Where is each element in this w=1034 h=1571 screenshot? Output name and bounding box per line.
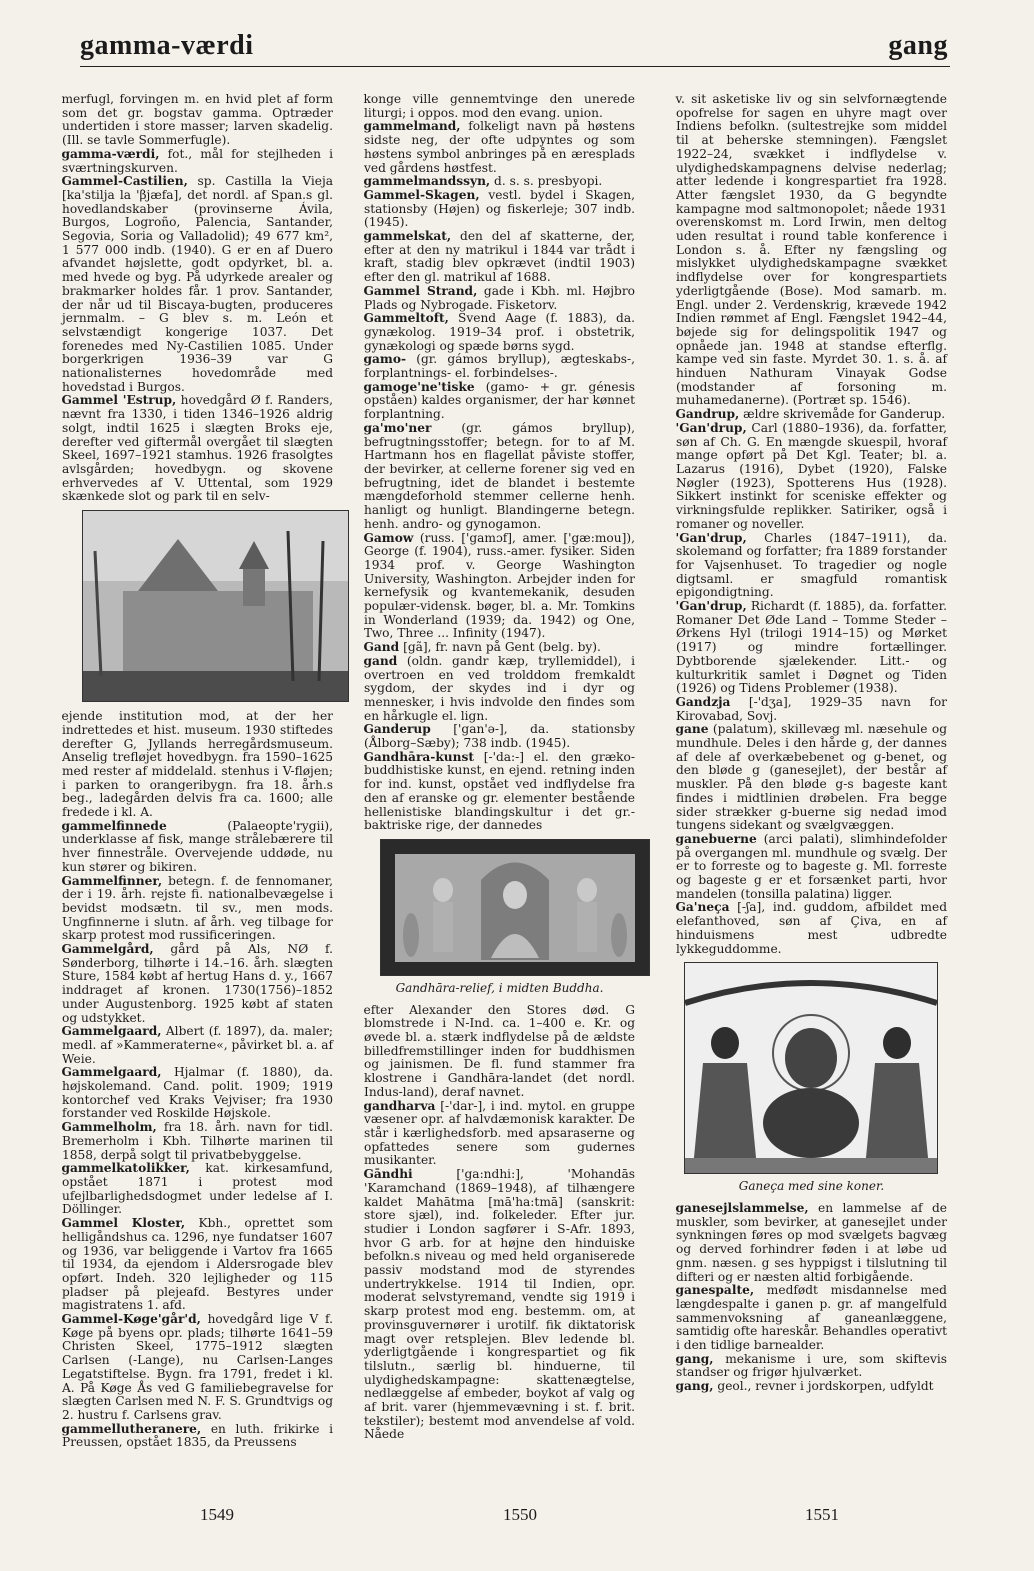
- entry-headword: Ganderup: [363, 722, 431, 737]
- entry-headword: Gammel Strand,: [363, 283, 478, 298]
- guide-word-right: gang: [888, 30, 948, 61]
- entry-text: fra 18. årh. navn for tidl. Bremerholm i Kbh. Tilhørte marinen til 1858, derpå solgt til privatbebyggelse.: [62, 1120, 333, 1162]
- entry-headword: Gammelfinner,: [61, 873, 163, 888]
- column-2: [364, 93, 635, 1442]
- page-number-left: 1549: [200, 1505, 234, 1524]
- dictionary-entry: [676, 1284, 947, 1353]
- entry-text: en luth. frikirke i Preussen, opstået 1835, da Preussens: [62, 1421, 333, 1450]
- header-rule: [80, 66, 950, 67]
- col2-entries-top: [364, 93, 635, 833]
- entry-text: (oldn. gandr kæp, tryllemiddel), i overtroen en ved trolddom fremkaldt sygdom, der skydes ind i dyr og mennesker, i hvis indvolde den findes som en hårkugle el. lign.: [364, 653, 635, 723]
- dictionary-entry: [364, 120, 635, 175]
- entry-text: Kbh., oprettet som helligåndshus ca. 1296, nye fundatser 1607 og 1936, var beliggende i Vartov fra 1665 til 1934, da ejendom i Aldersrogade blev opført. Indeh. 320 lejligheder og 115 pladser på plejeafd. Bestyres under magistratens 1. afd.: [62, 1216, 333, 1313]
- entry-text: ['ga:ndhi:], 'Mohandās 'Karamchand (1869–1948), af tilhængere kaldet Mahātma [mā'ha:tmā] (sanskrit: store sjæl), ind. folkeleder. Efter jur. studier i London sagfører i S-Afr. 1893, hvor G arb. for at højne den hinduiske befolkn.s niveau og med held organiserede passiv modstand mod de styrendes undertrykkelse. 1914 til Indien, opr. moderat selvstyremand, vendte sig 1919 i skarp protest mod eng. bestemm. om, at provinsguvernører i urotilf. fik diktatorisk magt over retsplejen. Blev ledende bl. yderligtgående i kongrespartiet og fik tilslutn., særlig bl. hinduerne, til ulydighedskampagne: skattenægtelse, nedlæggelse af embeder, boykot af valg og af brit. varer (hjemmevævning i st. f. brit. tekstiler); bestemt mod anvendelse af vold. Nåede: [364, 1167, 635, 1442]
- col1-entries-bottom: [62, 710, 333, 1450]
- dictionary-entry: [62, 943, 333, 1025]
- entry-text: betegn. f. de fennomaner, der i 19. årh. rejste fi. nationalbevægelse i bevidst modsætn. til sv., men mods. Ungfinnerne i slutn. af årh. veg tilbage for skarp protest mod russificeringen.: [62, 873, 333, 943]
- dictionary-entry: [62, 1025, 333, 1066]
- col2-entries-bottom: [364, 1004, 635, 1443]
- dictionary-entry: [62, 875, 333, 944]
- entry-text: konge ville gennemtvinge den unerede liturgi; i oppos. mod den evang. union.: [363, 92, 635, 120]
- entry-headword: Gandzja: [675, 694, 731, 709]
- entry-headword: gamma-værdi,: [61, 146, 160, 161]
- dictionary-entry: [364, 312, 635, 353]
- dictionary-entry: [676, 696, 947, 723]
- dictionary-entry: [364, 1100, 635, 1169]
- entry-text: (russ. ['gamɔf], amer. ['gæ:mou]), George (f. 1904), russ.-amer. fysiker. Siden 1934 prof. v. George Washington University, Washington. Arbejder inden for kernefysik og kvantemekanik, desuden populær-vidensk. bøger, bl. a. Mr. Tomkins in Wonderland (1939; da. 1942) og One, Two, Three ... Infinity (1947).: [364, 530, 635, 641]
- entry-text: Hjalmar (f. 1880), da. højskolemand. Cand. polit. 1909; 1919 kontorchef ved Kraks Vejviser; fra 1930 forstander ved Roskilde Højskole.: [62, 1065, 333, 1121]
- dictionary-entry: [364, 93, 635, 120]
- entry-headword: Gandrup,: [675, 407, 740, 422]
- entry-text: (gr. gámos bryllup), ægteskabs-, forplantnings- el. forbindelses-.: [364, 352, 635, 381]
- entry-text: Richardt (f. 1885), da. forfatter. Romaner Det Øde Land – Tomme Steder – Ørkens Hyl (trilogi 1914–15) og Mørket (1917) og mindre fortællinger. Dybtborende sjælekender. Litt.- og kulturkritik samlet i Døgnet og Tiden (1926) og Tidens Problemer (1938).: [676, 599, 947, 696]
- entry-headword: ganesejlslammelse,: [675, 1201, 809, 1215]
- dictionary-entry: [364, 1004, 635, 1100]
- entry-headword: Gāndhi: [363, 1167, 413, 1182]
- guide-word-left: gamma-værdi: [80, 30, 254, 61]
- ganesha-figure: [676, 962, 947, 1194]
- dictionary-entry: [676, 1353, 947, 1380]
- entry-text: d. s. s. presbyopi.: [490, 174, 603, 189]
- entry-text: Svend Aage (f. 1883), da. gynækolog. 1919–34 prof. i obstetrik, gynækologi og spæde børns sygd.: [364, 311, 635, 353]
- entry-headword: gammellutheranere,: [61, 1421, 202, 1436]
- dictionary-entry: [62, 148, 333, 175]
- dictionary-entry: [364, 175, 635, 189]
- dictionary-entry: [364, 381, 635, 422]
- entry-headword: Gamow: [363, 530, 414, 545]
- page-number-right: 1551: [805, 1505, 839, 1524]
- entry-headword: 'Gan'drup,: [675, 420, 747, 435]
- entry-headword: ganebuerne: [675, 831, 757, 846]
- entry-headword: ganespalte,: [675, 1283, 755, 1298]
- dictionary-entry: [62, 1423, 333, 1450]
- entry-text: mekanisme i ure, som skiftevis standser og frigør hjulværket.: [676, 1351, 947, 1380]
- dictionary-entry: [676, 408, 947, 422]
- entry-headword: Gammel-Skagen,: [363, 187, 480, 202]
- entry-headword: gandharva: [363, 1098, 436, 1113]
- col3-entries-bottom: [676, 1202, 947, 1394]
- entry-headword: Gammeltoft,: [363, 311, 449, 326]
- dictionary-entry: [364, 285, 635, 312]
- entry-text: [-'dʒa], 1929–35 navn for Kirovabad, Sovj.: [676, 694, 947, 723]
- entry-headword: gang,: [675, 1351, 714, 1366]
- dictionary-entry: [364, 655, 635, 724]
- entry-headword: gang,: [675, 1379, 714, 1394]
- entry-headword: Ga'neça: [675, 900, 730, 915]
- col1-entries-top: [62, 93, 333, 504]
- castle-photo: [82, 510, 349, 702]
- dictionary-entry: [676, 723, 947, 833]
- entry-text: (palatum), skillevæg ml. næsehule og mundhule. Deles i den hårde g, der dannes af dele af overkæbebenet og g-benet, og den bløde g (ganesejlet), der består af muskler. På den bløde g-s bageste kant findes i midtlinien drøbelen. Fra begge sider strækker g-buerne sig nedad imod tungens sidekant og svælgvæggen.: [676, 722, 947, 833]
- entry-text: sp. Castilla la Vieja [ka'stilja la 'βjæfa], det nordl. af Span.s gl. hovedlandskaber (provinserne Ávila, Burgos, Logroño, Palencia, Santander, Segovia, Soria og Valladolid); 49 677 km², 1 577 000 indb. (1940). G er en af Duero afvandet højslette, godt opdyrket, bl. a. med hvede og byg. På udyrkede arealer og brakmarker holdes får. 1 prov. Santander, der når ud til Biscaya-bugten, produceres jernmalm. – G blev s. m. León et selvstændigt kongerige 1037. Det forenedes med Ny-Castilien 1085. Under borgerkrigen 1936–39 var G nationalisternes hovedområde med hovedstad i Burgos.: [62, 174, 333, 394]
- relief-figure: [364, 839, 635, 996]
- dictionary-entry: [364, 1168, 635, 1442]
- dictionary-entry: [364, 641, 635, 655]
- dictionary-entry: [676, 93, 947, 408]
- entry-text: ældre skrivemåde for Ganderup.: [739, 407, 946, 422]
- entry-headword: gane: [675, 722, 709, 737]
- entry-headword: Gammel Kloster,: [61, 1216, 186, 1231]
- dictionary-entry: [62, 93, 333, 148]
- dictionary-entry: [364, 532, 635, 642]
- entry-headword: Gammel 'Estrup,: [61, 393, 177, 408]
- entry-headword: gammelmandssyn,: [363, 174, 491, 189]
- dictionary-entry: [62, 710, 333, 820]
- entry-text: (Palaeopte'rygii), underklasse af fisk, mange strålebærere til hver finnestråle. Overvejende uddøde, nu kun stører og bikiren.: [62, 818, 333, 874]
- entry-headword: Gammel-Køge'går'd,: [61, 1312, 201, 1327]
- entry-text: v. sit asketiske liv og sin selvfornægtende opofrelse for sagen en uhyre magt over Indiens befolkn. (sultestrejke som middel til at beherske stemningen). Fængslet 1922–24, svækket i indflydelse v. ulydighedskampagnens delvise nederlag; atter ledende i kongrespartiet fra 1928. Atter fængslet 1930, da G begyndte kampagne mod saltmonopolet; nåede 1931 overenskomst m. Lord Irwin, men deltog uden resultat i round table konference i London s. å. Efter ny fængsling og mislykket ulydighedskampagne svækket indflydelse over for kongrespartiets yderligtgående (Bose). Mod samarb. m. Engl. under 2. Verdenskrig, krævede 1942 Indien rømmet af Engl. Fængslet 1942–44, bøjede sig for delingspolitik 1947 og opnåede jan. 1948 at standse efterflg. kampe ved sin faste. Myrdet 30. 1. s. å. af hinduen Nathuram Vinayak Godse (modstander af forsoning m. muhamedanerne). (Portræt sp. 1546).: [675, 92, 947, 408]
- entry-text: gade i Kbh. ml. Højbro Plads og Nybrogade. Fisketorv.: [364, 283, 635, 312]
- dictionary-entry: [62, 1121, 333, 1162]
- dictionary-entry: [62, 394, 333, 504]
- dictionary-entry: [364, 189, 635, 230]
- dictionary-entry: [364, 723, 635, 750]
- ganesha-caption: Ganeça med sine koner.: [738, 1179, 885, 1194]
- dictionary-entry: [62, 1162, 333, 1217]
- entry-text: folkeligt navn på høstens sidste neg, der ofte udpyntes og som høstens symbol anbringes på en æresplads ved gårdens høstfest.: [364, 119, 635, 175]
- relief-caption: Gandhāra-relief, i midten Buddha.: [395, 980, 604, 995]
- dictionary-entry: [676, 833, 947, 902]
- dictionary-entry: [62, 1313, 333, 1423]
- entry-headword: Gandhāra-kunst: [363, 749, 474, 764]
- entry-text: fot., mål for stejlheden i sværtningskurven.: [62, 146, 333, 175]
- entry-text: Albert (f. 1897), da. maler; medl. af »Kammeraterne«, påvirket bl. a. af Weie.: [62, 1024, 333, 1066]
- entry-headword: 'Gan'drup,: [675, 530, 747, 545]
- castle-figure: [62, 510, 333, 702]
- dictionary-entry: [364, 353, 635, 380]
- entry-headword: Gammelgaard,: [61, 1024, 162, 1039]
- entry-text: medfødt misdannelse med længdespalte i ganen p. gr. af mangelfuld sammenvoksning af ganeanlæggene, samtidig ofte hareskår. Behandles operativt i den tidlige barnealder.: [676, 1283, 947, 1353]
- entry-headword: gammelkatolikker,: [61, 1161, 190, 1176]
- entry-text: kat. kirkesamfund, opstået 1871 i protest mod ufejlbarlighedsdogmet under ledelse af I. Döllinger.: [62, 1161, 333, 1217]
- entry-headword: Gammelgård,: [61, 942, 154, 957]
- entry-text: ['gan'ə-], da. stationsby (Ålborg–Sæby); 738 indb. (1945).: [364, 722, 635, 751]
- entry-headword: gammelskat,: [363, 229, 452, 244]
- entry-text: [-'dar-], i ind. mytol. en gruppe væsener opr. af halvdæmonisk karakter. De står i kærlighedsforb. med apsaraserne og opfattedes senere som gudernes musikanter.: [364, 1098, 635, 1168]
- entry-headword: gand: [363, 653, 398, 668]
- column-3: [676, 93, 947, 1394]
- dictionary-entry: [676, 901, 947, 956]
- dictionary-entry: [62, 175, 333, 394]
- dictionary-entry: [676, 422, 947, 532]
- entry-text: vestl. bydel i Skagen, stationsby (Højen) og fiskerleje; 307 indb. (1945).: [364, 187, 635, 230]
- page-number-middle: 1550: [503, 1505, 537, 1524]
- dictionary-entry: [62, 820, 333, 875]
- entry-text: [-'da:-] el. den græko-buddhistiske kunst, en ejend. retning inden for ind. kunst, opstået ved indflydelse fra den af eranske og gr. elementer bestående hellenistiske blandingskultur i det gr.-baktriske rige, der dannedes: [364, 749, 635, 833]
- entry-headword: gamoge'ne'tiske: [363, 379, 475, 394]
- entry-text: en lammelse af de muskler, som bevirker, at ganesejlet under synkningen føres op mod svælgets bagvæg og derved forhindrer føden i at løbe ud gnm. næsen. g ses hyppigst i tilslutning til difteri og er næsten altid forbigående.: [676, 1201, 947, 1284]
- entry-text: (arci palati), slimhindefolder på overgangen ml. mundhule og svælg. Der er to forreste og to bageste g. Ml. forreste og bageste g er et forsænket parti, hvor mandelen (tonsilla palatina) ligger.: [676, 831, 947, 901]
- entry-text: geol., revner i jordskorpen, udfyldt: [713, 1379, 934, 1394]
- dictionary-entry: [364, 230, 635, 285]
- entry-text: hovedgård Ø f. Randers, nævnt fra 1330, i tiden 1346–1926 aldrig solgt, indtil 1625 i slægten Broks eje, derefter ved giftermål overgået til slægten Skeel, 1697–1921 stamhus. 1926 frasolgtes avlsgården; hovedbygn. og skovene erhvervedes af V. Uttental, som 1929 skænkede slot og park til en selv-: [62, 393, 333, 504]
- entry-headword: Gammel-Castilien,: [61, 174, 188, 189]
- col3-entries-top: [676, 93, 947, 956]
- entry-text: efter Alexander den Stores død. G blomstrede i N-Ind. ca. 1–400 e. Kr. og øvede bl. a. stærk indflydelse på de ældste billedfremstillinger inden for buddhismen og jainismen. De fl. fund stammer fra klostrene i Gandhāra-landet (det nordl. Indus-land), deraf navnet.: [363, 1002, 635, 1099]
- entry-headword: gamo-: [363, 352, 407, 367]
- entry-headword: gammelmand,: [363, 119, 461, 134]
- entry-text: (gr. gámos bryllup), befrugtningsstoffer; betegn. for to af M. Hartmann hos en flagellat påviste stoffer, der bevirker, at cellerne forener sig ved en befrugtning, idet de blandet i bestemte mængdeforhold stemmer cellerne henh. hanligt og hunligt. Blandingerne betegn. henh. andro- og gynogamon.: [364, 420, 635, 531]
- entry-text: Charles (1847–1911), da. skolemand og forfatter; fra 1889 forstander for Vajsenhuset. To tragedier og nogle digtsaml. er smagfuld romantisk epigondigtning.: [676, 530, 947, 600]
- relief-photo: [380, 839, 650, 976]
- dictionary-entry: [62, 1217, 333, 1313]
- dictionary-entry: [62, 1066, 333, 1121]
- column-1: [62, 93, 333, 1450]
- entry-headword: Gammelholm,: [61, 1120, 157, 1135]
- entry-text: ejende institution mod, at der her indrettedes et hist. museum. 1930 stiftedes derefter G, Jyllands herregårdsmuseum. Anselig trefløjet hovedbygn. fra 1590–1625 med rester af middelald. stenhus i V-fløjen; i parken to orangeribygn. fra 18. årh.s beg., ladegården delvis fra ca. 1600; alle fredede i kl. A.: [61, 709, 333, 820]
- entry-headword: gammelfinnede: [61, 818, 167, 833]
- entry-text: gård på Als, NØ f. Sønderborg, tilhørte i 14.–16. årh. slægten Sture, 1584 købt af hertug Hans d. y., 1667 inddraget af kronen. 1730(1756)–1852 under Augustenborg. 1925 købt af staten og udstykket.: [62, 942, 333, 1025]
- dictionary-entry: [676, 600, 947, 696]
- dictionary-entry: [676, 1380, 947, 1394]
- entry-headword: Gand: [363, 640, 400, 655]
- entry-headword: 'Gan'drup,: [675, 599, 747, 614]
- ganesha-illustration: [684, 962, 938, 1174]
- entry-text: (gamo- + gr. génesis opståen) kaldes organismer, der har kønnet forplantning.: [364, 379, 635, 422]
- entry-text: [-ʃa], ind. guddom, afbildet med elefanthoved, søn af Çiva, en af hinduismens mest udbredte lykkeguddomme.: [676, 900, 947, 956]
- dictionary-entry: [364, 422, 635, 532]
- entry-text: Carl (1880–1936), da. forfatter, søn af Ch. G. En mængde skuespil, hvoraf mange opført på Det Kgl. Teater; bl. a. Lazarus (1916), Dybet (1920), Falske Nøgler (1923), Spotterens Hus (1928). Sikkert instinkt for sceniske effekter og virkningsfulde replikker. Satiriker, også i romaner og noveller.: [676, 420, 947, 531]
- entry-text: den del af skatterne, der, efter at den ny matrikul i 1844 var trådt i kraft, stadig blev opkrævet (indtil 1903) efter den gl. matrikul af 1688.: [364, 229, 635, 285]
- entry-headword: ga'mo'ner: [363, 420, 432, 435]
- entry-text: merfugl, forvingen m. en hvid plet af form som det gr. bogstav gamma. Optræder undertiden i store masser; larven skadelig. (Ill. se tavle Sommerfugle).: [61, 92, 333, 148]
- entry-text: hovedgård lige V f. Køge på byens opr. plads; tilhørte 1641–59 Christen Skeel, 1775–1912 slægten Carlsen (-Lange), nu Carlsen-Langes Legatstiftelse. Bygn. fra 1791, fredet i kl. A. På Køge Ås ved G familiebegravelse for slægten Carlsen med N. F. S. Grundtvigs og 2. hustru f. Carlsens grav.: [62, 1312, 333, 1422]
- dictionary-entry: [364, 751, 635, 833]
- dictionary-entry: [676, 1202, 947, 1284]
- entry-text: [gã], fr. navn på Gent (belg. by).: [399, 640, 601, 655]
- entry-headword: Gammelgaard,: [61, 1065, 162, 1080]
- dictionary-entry: [676, 532, 947, 601]
